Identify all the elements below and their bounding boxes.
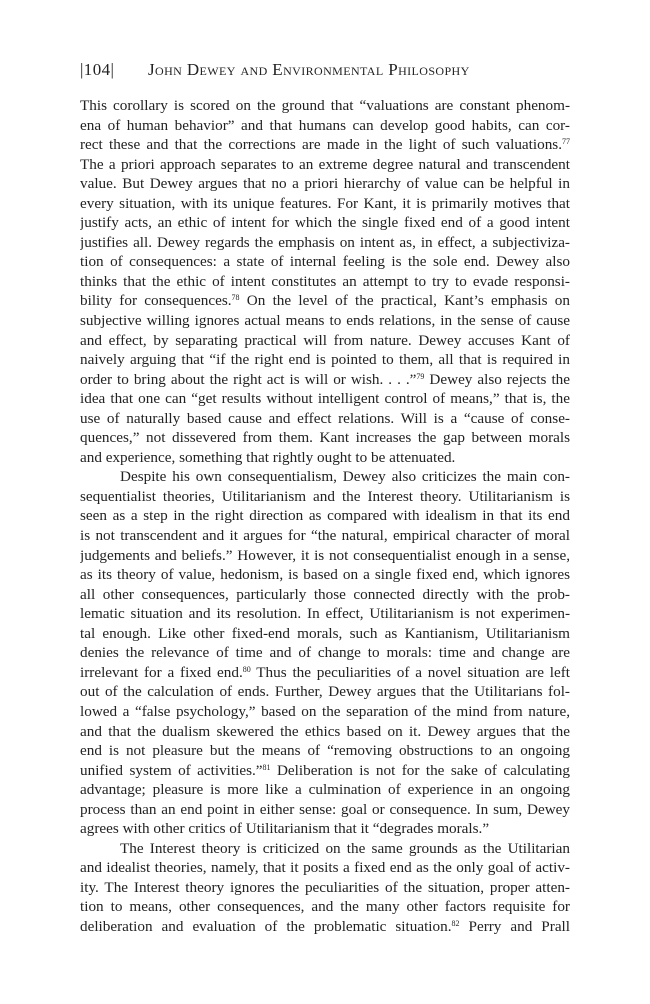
text-run: sequentialist theories, Utilitarianism and the Interest theory. Utilitarianism is [80,487,570,505]
text-line [80,546,570,566]
text-line [80,467,570,487]
text-run: as its theory of value, hedonism, is based on a single fixed end, which ignores [80,566,570,584]
text-run: process than an end point in either sense: goal or consequence. In sum, Dewey [80,800,570,818]
text-line [80,585,570,605]
text-line [80,722,570,742]
text-run: The Interest theory is criticized on the same grounds as the Utilitarian [120,839,570,857]
text-line [80,331,570,351]
text-run: ena of human behavior” and that humans can develop good habits, can cor- [80,116,570,134]
text-line [80,858,570,878]
text-run: lowed a “false psychology,” based on the separation of the mind from nature, [80,702,570,720]
text-run: subjective willing ignores actual means to ends relations, in the sense of cause [80,312,570,330]
text-run: thinks that the ethic of intent constitutes an attempt to try to evade responsi- [80,272,570,290]
text-line [80,897,570,917]
text-line [80,878,570,898]
text-run: Deliberation is not for the sake of calculating [270,761,570,779]
text-run: tion of consequences: a state of internal feeling is the sole end. Dewey also [80,253,570,271]
text-run: Dewey also rejects the [424,370,570,388]
text-line [80,624,570,644]
text-line [80,194,570,214]
text-line [80,389,570,409]
text-line [80,272,570,292]
text-run: end is not pleasure but the means of “removing obstructions to an ongoing [80,742,570,760]
text-line [80,311,570,331]
text-line [80,663,570,683]
text-run: denies the relevance of time and of change to morals: time and change are [80,644,570,662]
text-run: naively arguing that “if the right end is pointed to them, all that is required in [80,351,570,369]
text-run: and experience, something that rightly ought to be attenuated. [80,448,456,466]
text-run: This corollary is scored on the ground that “valuations are constant phenom- [80,97,570,114]
text-line [80,428,570,448]
text-run: and idealist theories, namely, that it posits a fixed end as the only goal of activ- [80,859,570,877]
text-line [80,702,570,722]
text-run: out of the calculation of ends. Further, Dewey argues that the Utilitarians fol- [80,683,570,701]
text-line [80,819,570,839]
text-run: justifies all. Dewey regards the emphasis on intent as, in effect, a subjectiviza- [80,233,570,251]
text-line [80,780,570,800]
text-run: and that the dualism skewered the ethics based on it. Dewey argues that the [80,722,570,740]
text-run: order to bring about the right act is will or wish. . . .” [80,370,417,388]
text-run: ity. The Interest theory ignores the peculiarities of the situation, proper atten- [80,878,570,896]
text-run: bility for consequences. [80,292,232,310]
footnote-marker: 78 [231,293,240,303]
text-line [80,448,570,468]
page-number: |104| [80,60,115,79]
footnote-marker: 80 [242,664,251,674]
text-run: unified system of activities.” [80,761,263,779]
text-line [80,565,570,585]
text-line [80,155,570,175]
text-run: value. But Dewey argues that no a priori hierarchy of value can be helpful in [80,175,570,193]
text-run: deliberation and evaluation of the problematic situation. [80,917,452,935]
text-line [80,506,570,526]
text-run: seen as a step in the right direction as compared with idealism in that its end [80,507,570,525]
text-run: lematic situation and its resolution. In effect, Utilitarianism is not experimen- [80,605,570,623]
text-run: On the level of the practical, Kant’s emphasis on [239,292,570,310]
footnote-marker: 81 [262,762,271,772]
text-line [80,291,570,311]
footnote-marker: 82 [451,918,460,928]
text-line [80,917,570,937]
text-line [80,761,570,781]
text-run: tal enough. Like other fixed-end morals, such as Kantianism, Utilitarianism [80,624,570,642]
text-line [80,409,570,429]
text-run: all other consequences, particularly those connected directly with the prob- [80,585,570,603]
footnote-marker: 77 [562,137,570,147]
text-line [80,643,570,663]
text-run: quences,” not dissevered from them. Kant increases the gap between morals [80,429,570,447]
text-line [80,174,570,194]
text-line [80,135,570,155]
text-line [80,370,570,390]
text-line [80,800,570,820]
text-line [80,233,570,253]
text-run: judgements and beliefs.” However, it is not consequentialist enough in a sense, [80,546,570,564]
text-run: advantage; pleasure is more like a culmination of experience in an ongoing [80,781,570,799]
text-run: is not transcendent and it argues for “the natural, empirical character of moral [80,527,570,545]
text-run: tion to means, other consequences, and the many other factors requisite for [80,898,570,916]
text-line [80,526,570,546]
text-run: agrees with other critics of Utilitarianism that it “degrades morals.” [80,820,490,838]
paragraph [80,839,570,937]
text-line [80,350,570,370]
running-title: John Dewey and Environmental Philosophy [148,60,470,79]
text-run: rect these and that the corrections are made in the light of such valuations. [80,136,562,154]
footnote-marker: 79 [416,371,425,381]
text-run: justify acts, an ethic of intent for which the single fixed end of a good intent [80,214,570,232]
text-line [80,682,570,702]
text-run: Thus the peculiarities of a novel situation are left [250,663,570,681]
text-run: Perry and Prall [459,917,570,935]
paragraph [80,467,570,838]
text-line [80,213,570,233]
text-line [80,741,570,761]
text-line [80,96,570,116]
text-run: every situation, with its unique features. For Kant, it is primarily motives that [80,194,570,212]
text-line [80,604,570,624]
text-run: Despite his own consequentialism, Dewey also criticizes the main con- [120,468,570,486]
text-run: idea that one can “get results without intelligent control of means,” that is, the [80,390,570,408]
body-text [80,96,570,937]
paragraph [80,96,570,467]
text-run: irrelevant for a fixed end. [80,663,243,681]
text-line [80,487,570,507]
text-run: The a priori approach separates to an extreme degree natural and transcendent [80,155,570,173]
text-line [80,252,570,272]
text-line [80,116,570,136]
running-header [80,60,580,84]
text-line [80,839,570,859]
text-run: use of naturally based cause and effect relations. Will is a “cause of conse- [80,409,570,427]
text-run: and effect, by separating practical will from nature. Dewey accuses Kant of [80,331,570,349]
